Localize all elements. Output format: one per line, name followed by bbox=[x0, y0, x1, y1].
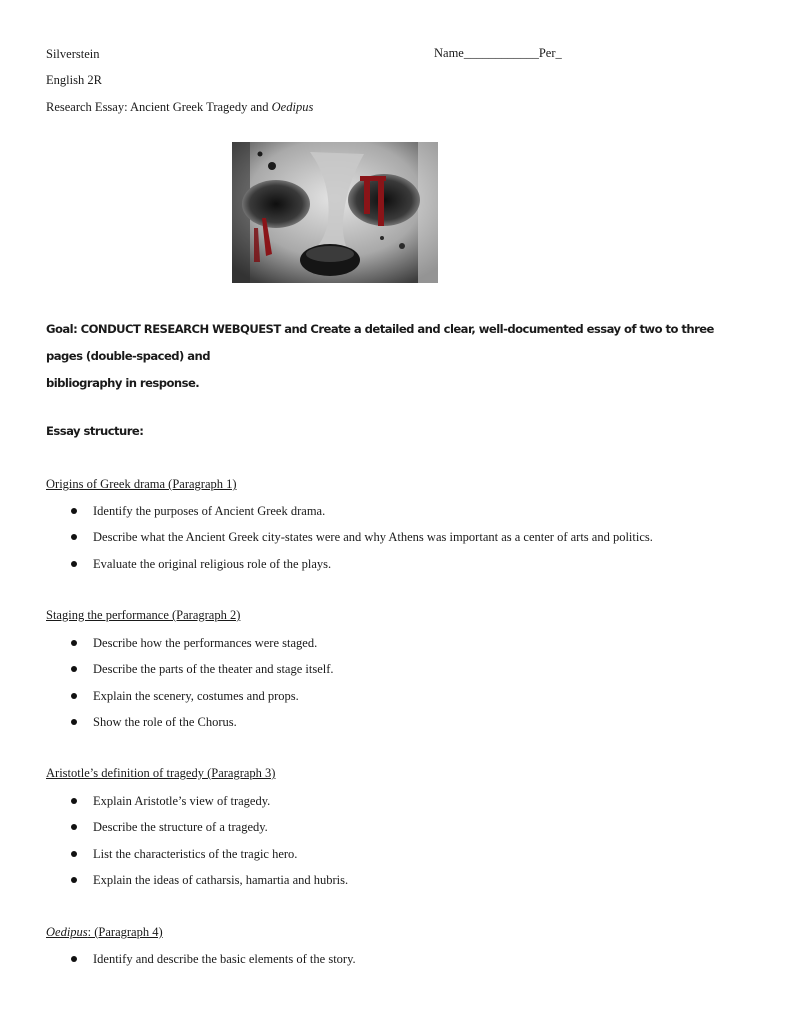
list-item: Evaluate the original religious role of the plays. bbox=[70, 556, 653, 582]
oedipus-title: Oedipus bbox=[46, 925, 88, 939]
name-label: Name bbox=[434, 46, 464, 60]
tragedy-mask-image bbox=[232, 142, 438, 283]
goal-line-1: Goal: CONDUCT RESEARCH WEBQUEST and Create a detailed and clear, well-documented essay of two to three pages (double-spaced) and bbox=[46, 322, 714, 363]
assignment-title bbox=[46, 99, 313, 115]
goal-statement bbox=[46, 316, 746, 397]
section-staging-bullets bbox=[70, 635, 334, 740]
list-item: Describe what the Ancient Greek city-states were and why Athens was important as a center of arts and politics. bbox=[70, 529, 653, 555]
name-period-line bbox=[434, 46, 562, 61]
list-item: List the characteristics of the tragic hero. bbox=[70, 846, 348, 872]
section-heading-oedipus bbox=[46, 925, 163, 940]
list-item: Describe the parts of the theater and stage itself. bbox=[70, 661, 334, 687]
section-origins-bullets bbox=[70, 503, 653, 582]
section-aristotle-bullets bbox=[70, 793, 348, 898]
assignment-prefix: Research Essay: Ancient Greek Tragedy and bbox=[46, 100, 272, 114]
section-heading-rest: : (Paragraph 4) bbox=[87, 925, 163, 939]
name-blank: ____________ bbox=[463, 46, 539, 60]
class-name: English 2R bbox=[46, 73, 102, 87]
list-item: Describe the structure of a tragedy. bbox=[70, 819, 348, 845]
period-label: Per bbox=[538, 46, 556, 60]
list-item: Explain the ideas of catharsis, hamartia and hubris. bbox=[70, 872, 348, 898]
section-heading-origins: Origins of Greek drama (Paragraph 1) bbox=[46, 477, 237, 491]
list-item: Identify and describe the basic elements of the story. bbox=[70, 951, 356, 977]
period-blank: _ bbox=[555, 46, 562, 60]
list-item: Identify the purposes of Ancient Greek drama. bbox=[70, 503, 653, 529]
list-item: Show the role of the Chorus. bbox=[70, 714, 334, 740]
goal-line-2: bibliography in response. bbox=[46, 376, 200, 390]
essay-structure-heading: Essay structure: bbox=[46, 424, 144, 438]
list-item: Explain the scenery, costumes and props. bbox=[70, 688, 334, 714]
teacher-name: Silverstein bbox=[46, 47, 100, 61]
list-item: Explain Aristotle’s view of tragedy. bbox=[70, 793, 348, 819]
section-oedipus-bullets bbox=[70, 951, 356, 977]
assignment-work-title: Oedipus bbox=[271, 100, 314, 114]
section-heading-aristotle: Aristotle’s definition of tragedy (Paragraph 3) bbox=[46, 766, 276, 780]
section-heading-staging: Staging the performance (Paragraph 2) bbox=[46, 608, 241, 622]
list-item: Describe how the performances were staged. bbox=[70, 635, 334, 661]
